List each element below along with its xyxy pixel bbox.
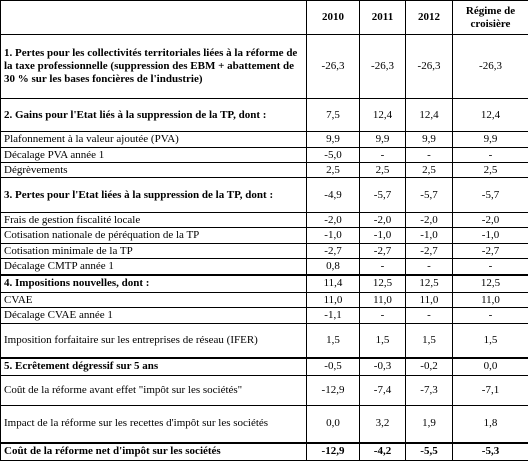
table-row [1,132,528,148]
table-row [1,35,528,99]
cell-value: 1,5 [360,324,406,358]
row-label: Décalage CMTP année 1 [1,259,307,275]
cell-value: 12,4 [406,99,453,132]
cell-value: -1,0 [307,228,360,244]
cell-value: - [360,148,406,163]
row-label: Décalage CVAE année 1 [1,308,307,324]
row-label: 2. Gains pour l'Etat liés à la suppression de la TP, dont : [1,99,307,132]
cell-value: -1,0 [360,228,406,244]
cell-value: 2,5 [406,163,453,178]
cell-value: -0,5 [307,358,360,376]
cell-value: 12,4 [360,99,406,132]
cell-value: -1,0 [453,228,528,244]
cell-value: - [453,308,528,324]
row-label: 4. Impositions nouvelles, dont : [1,275,307,293]
cell-value: -5,0 [307,148,360,163]
header-blank [1,1,307,35]
header-row [1,1,528,35]
cell-value: 9,9 [406,132,453,148]
cell-value: -2,0 [360,213,406,228]
cell-value: 12,4 [453,99,528,132]
cell-value: 1,9 [406,406,453,443]
row-label: 1. Pertes pour les collectivités territoriales liées à la réforme de la taxe professionnelle (suppression des EBM + abattement de 30 % sur les bases foncières de l'industrie) [1,35,307,99]
cell-value: -26,3 [307,35,360,99]
table-row [1,163,528,178]
cell-value: -7,3 [406,376,453,406]
cell-value: -5,3 [453,443,528,461]
cell-value: -0,3 [360,358,406,376]
table-row [1,376,528,406]
cell-value: - [360,259,406,275]
table-row [1,244,528,259]
row-label: CVAE [1,293,307,308]
cell-value: 1,5 [453,324,528,358]
table-row [1,406,528,443]
table-row [1,99,528,132]
cell-value: 11,0 [360,293,406,308]
cell-value: 12,5 [406,275,453,293]
cell-value: 1,5 [307,324,360,358]
cell-value: -26,3 [453,35,528,99]
cell-value: 11,0 [453,293,528,308]
cell-value: -5,5 [406,443,453,461]
table-row [1,148,528,163]
cell-value: -2,7 [453,244,528,259]
cell-value: -2,0 [307,213,360,228]
header-2011: 2011 [360,1,406,35]
table-row [1,293,528,308]
cell-value: 1,5 [406,324,453,358]
cell-value: - [406,148,453,163]
cell-value: 11,0 [406,293,453,308]
row-label: Dégrèvements [1,163,307,178]
cell-value: 12,5 [360,275,406,293]
cell-value: 9,9 [307,132,360,148]
header-regime-croisiere: Régime de croisière [453,1,528,35]
cell-value: 9,9 [360,132,406,148]
cell-value: 11,0 [307,293,360,308]
cell-value: 0,0 [307,406,360,443]
cell-value: -2,7 [307,244,360,259]
cell-value: 0,0 [453,358,528,376]
cell-value: - [406,259,453,275]
cell-value: -12,9 [307,376,360,406]
row-label: Impact de la réforme sur les recettes d'impôt sur les sociétés [1,406,307,443]
cell-value: 2,5 [453,163,528,178]
cell-value: -12,9 [307,443,360,461]
cell-value: 0,8 [307,259,360,275]
cell-value: -7,1 [453,376,528,406]
row-label: Imposition forfaitaire sur les entreprises de réseau (IFER) [1,324,307,358]
cell-value: 1,8 [453,406,528,443]
cell-value: -5,7 [406,178,453,213]
cell-value: -4,9 [307,178,360,213]
cell-value: -7,4 [360,376,406,406]
cell-value: 2,5 [360,163,406,178]
table-row [1,259,528,275]
cell-value: - [453,148,528,163]
table-row [1,358,528,376]
row-label: Coût de la réforme net d'impôt sur les sociétés [1,443,307,461]
cell-value: 9,9 [453,132,528,148]
cell-value: - [406,308,453,324]
cell-value: -4,2 [360,443,406,461]
cell-value: -26,3 [406,35,453,99]
row-label: Cotisation nationale de péréquation de la TP [1,228,307,244]
cell-value: -1,1 [307,308,360,324]
cell-value: 12,5 [453,275,528,293]
cell-value: 2,5 [307,163,360,178]
cell-value: -5,7 [453,178,528,213]
row-label: 5. Ecrêtement dégressif sur 5 ans [1,358,307,376]
table-row [1,228,528,244]
row-label: Cotisation minimale de la TP [1,244,307,259]
row-label: Frais de gestion fiscalité locale [1,213,307,228]
cell-value: - [453,259,528,275]
cell-value: - [360,308,406,324]
table-row [1,443,528,461]
cell-value: 7,5 [307,99,360,132]
table-row [1,178,528,213]
cell-value: -1,0 [406,228,453,244]
row-label: Plafonnement à la valeur ajoutée (PVA) [1,132,307,148]
table-row [1,275,528,293]
row-label: Décalage PVA année 1 [1,148,307,163]
table-row [1,213,528,228]
cell-value: 11,4 [307,275,360,293]
table-row [1,308,528,324]
cell-value: -2,7 [360,244,406,259]
cell-value: -0,2 [406,358,453,376]
cell-value: -5,7 [360,178,406,213]
table-row [1,324,528,358]
cell-value: -2,0 [406,213,453,228]
cell-value: 3,2 [360,406,406,443]
cell-value: -26,3 [360,35,406,99]
cell-value: -2,7 [406,244,453,259]
header-2012: 2012 [406,1,453,35]
header-2010: 2010 [307,1,360,35]
row-label: 3. Pertes pour l'Etat liées à la suppression de la TP, dont : [1,178,307,213]
row-label: Coût de la réforme avant effet "impôt sur les sociétés" [1,376,307,406]
cell-value: -2,0 [453,213,528,228]
